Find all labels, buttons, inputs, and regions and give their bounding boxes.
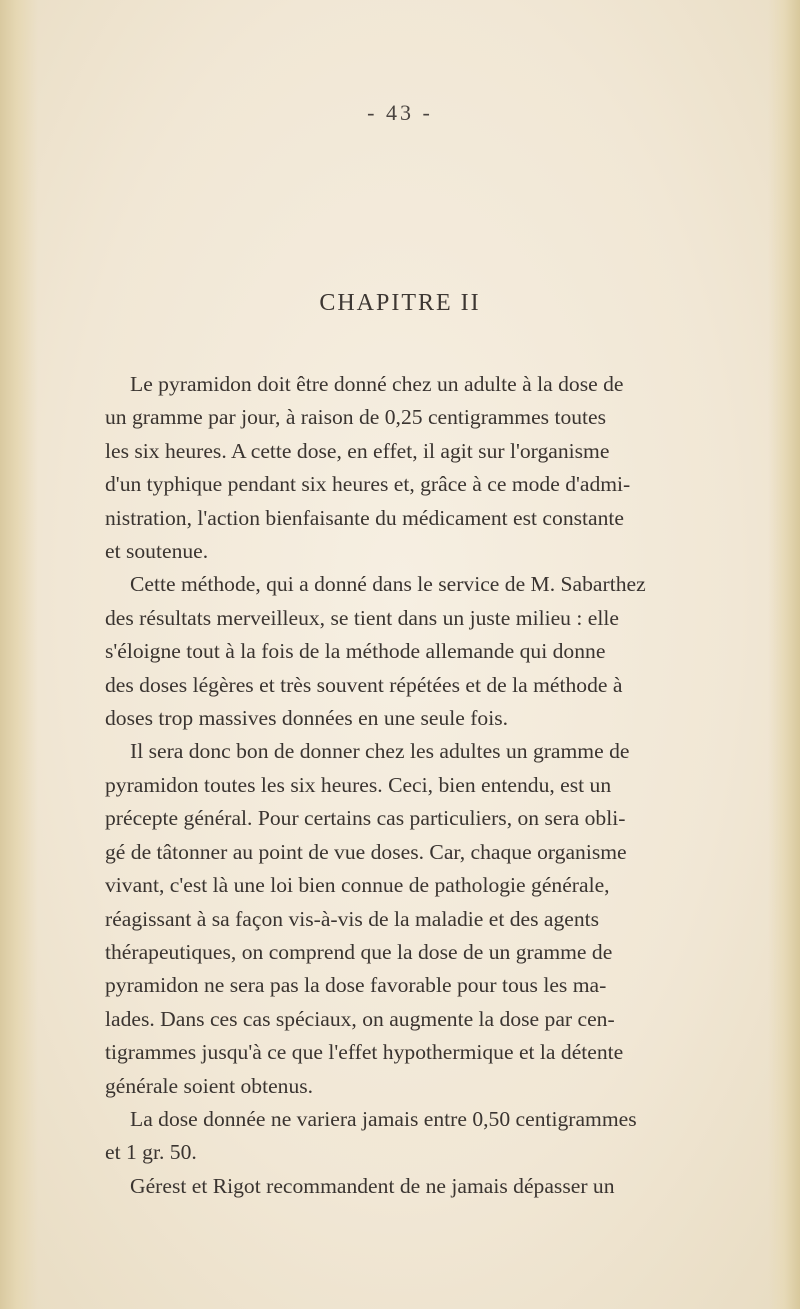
text-line: précepte général. Pour certains cas particuliers, on sera obli-: [105, 806, 626, 831]
text-line: Il sera donc bon de donner chez les adultes un gramme de: [130, 739, 630, 764]
text-line: et 1 gr. 50.: [105, 1140, 197, 1165]
text-line: et soutenue.: [105, 539, 209, 564]
text-line: La dose donnée ne variera jamais entre 0,50 centigrammes: [130, 1106, 637, 1131]
text-line: des résultats merveilleux, se tient dans un juste milieu : elle: [105, 605, 619, 630]
text-line: doses trop massives données en une seule fois.: [105, 706, 509, 731]
text-line: gé de tâtonner au point de vue doses. Car, chaque organisme: [105, 839, 627, 864]
page-edge-stain-left: [0, 0, 38, 1309]
text-line: un gramme par jour, à raison de 0,25 centigrammes toutes: [105, 405, 607, 430]
text-line: Cette méthode, qui a donné dans le service de M. Sabarthez: [130, 572, 646, 597]
text-line: Gérest et Rigot recommandent de ne jamais dépasser un: [130, 1173, 615, 1198]
text-line: générale soient obtenus.: [105, 1073, 314, 1098]
text-line: s'éloigne tout à la fois de la méthode allemande qui donne: [105, 639, 606, 664]
text-line: des doses légères et très souvent répétées et de la méthode à: [105, 672, 623, 697]
text-line: thérapeutiques, on comprend que la dose de un gramme de: [105, 939, 613, 964]
text-line: réagissant à sa façon vis-à-vis de la maladie et des agents: [105, 906, 600, 931]
text-line: d'un typhique pendant six heures et, grâce à ce mode d'admi-: [105, 472, 631, 497]
text-line: tigrammes jusqu'à ce que l'effet hypothermique et la détente: [105, 1040, 624, 1065]
body-text: [105, 368, 780, 1203]
text-line: Le pyramidon doit être donné chez un adulte à la dose de: [130, 372, 624, 396]
page-number: - 43 -: [367, 100, 433, 125]
text-line: les six heures. A cette dose, en effet, il agit sur l'organisme: [105, 438, 610, 463]
text-line: pyramidon toutes les six heures. Ceci, bien entendu, est un: [105, 772, 612, 797]
text-line: pyramidon ne sera pas la dose favorable pour tous les ma-: [105, 973, 607, 998]
text-line: nistration, l'action bienfaisante du médicament est constante: [105, 505, 624, 530]
text-line: lades. Dans ces cas spéciaux, on augmente la dose par cen-: [105, 1006, 615, 1031]
chapter-title: CHAPITRE II: [319, 290, 481, 316]
text-line: vivant, c'est là une loi bien connue de pathologie générale,: [105, 873, 610, 898]
